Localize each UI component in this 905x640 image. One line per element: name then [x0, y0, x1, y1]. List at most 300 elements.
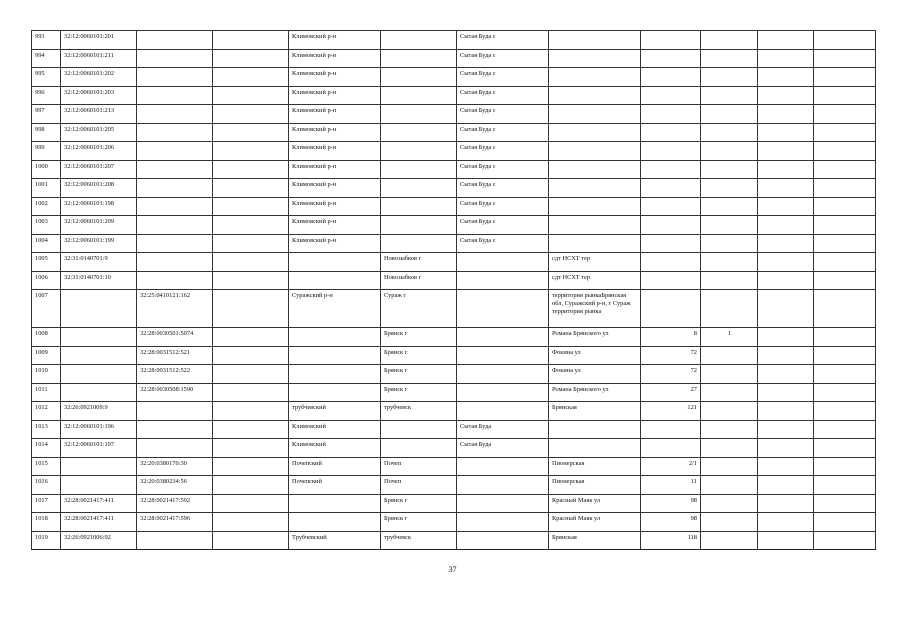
table-cell-c4: Климовский р-н	[289, 179, 381, 198]
table-row	[32, 179, 876, 198]
table-cell-c3	[213, 494, 289, 513]
table-cell-c5: Почеп	[381, 476, 457, 495]
table-row	[32, 123, 876, 142]
table-cell-empty	[814, 68, 876, 87]
table-cell-c6: Сытая Буда с	[457, 86, 549, 105]
table-cell-c8	[641, 439, 701, 458]
table-cell-c1	[61, 476, 137, 495]
table-cell-empty	[814, 494, 876, 513]
table-cell-c3	[213, 31, 289, 50]
table-cell-c6: Сытая Буда с	[457, 142, 549, 161]
table-cell-c6: Сытая Буда	[457, 439, 549, 458]
table-cell-c7	[549, 197, 641, 216]
table-cell-empty	[758, 234, 814, 253]
table-cell-c2: 32:28:0031512:522	[137, 365, 213, 384]
table-cell-c9	[701, 383, 758, 402]
table-cell-c3	[213, 253, 289, 272]
table-cell-c6: Сытая Буда с	[457, 216, 549, 235]
table-cell-n: 1007	[32, 290, 61, 328]
table-cell-empty	[814, 49, 876, 68]
table-row	[32, 328, 876, 347]
table-cell-c7: территория рынкаБрянская обл, Суражский р-н, г Сураж территория рынка	[549, 290, 641, 328]
table-cell-c6	[457, 253, 549, 272]
table-cell-c4	[289, 365, 381, 384]
table-cell-empty	[814, 476, 876, 495]
table-cell-c2	[137, 234, 213, 253]
table-cell-c3	[213, 271, 289, 290]
table-cell-c4: Почепский	[289, 476, 381, 495]
table-cell-empty	[814, 179, 876, 198]
table-cell-c4: Климовский	[289, 439, 381, 458]
table-cell-empty	[814, 31, 876, 50]
table-cell-c1: 32:12:0060101:205	[61, 123, 137, 142]
table-cell-c1	[61, 328, 137, 347]
table-cell-c8	[641, 123, 701, 142]
table-cell-c8	[641, 49, 701, 68]
table-cell-n: 1002	[32, 197, 61, 216]
table-cell-c1	[61, 346, 137, 365]
table-cell-c4	[289, 346, 381, 365]
table-cell-c5: Новозыбков г	[381, 253, 457, 272]
table-cell-empty	[758, 49, 814, 68]
table-cell-empty	[814, 439, 876, 458]
table-cell-c7	[549, 179, 641, 198]
table-cell-c7: Романа Брянского ул	[549, 328, 641, 347]
table-cell-c1: 32:28:0021417:411	[61, 513, 137, 532]
table-row	[32, 86, 876, 105]
table-cell-c7: Красный Маяк ул	[549, 494, 641, 513]
table-cell-c7	[549, 68, 641, 87]
table-cell-c4	[289, 513, 381, 532]
table-cell-c6: Сытая Буда с	[457, 105, 549, 124]
table-cell-c2	[137, 142, 213, 161]
table-cell-c3	[213, 383, 289, 402]
table-cell-c2: 32:20:0380234:56	[137, 476, 213, 495]
table-cell-c2	[137, 531, 213, 550]
table-cell-c8	[641, 234, 701, 253]
table-cell-c1: 32:31:0140701:10	[61, 271, 137, 290]
table-cell-c3	[213, 476, 289, 495]
table-cell-c1: 32:12:0060101:208	[61, 179, 137, 198]
table-cell-c4: Климовский р-н	[289, 216, 381, 235]
table-cell-c6	[457, 531, 549, 550]
table-cell-n: 1012	[32, 402, 61, 421]
table-cell-c9	[701, 68, 758, 87]
table-cell-c5: трубчевск	[381, 402, 457, 421]
table-cell-c4: Климовский р-н	[289, 31, 381, 50]
table-cell-c1	[61, 457, 137, 476]
table-cell-c8	[641, 142, 701, 161]
table-cell-c2	[137, 160, 213, 179]
table-cell-c1	[61, 365, 137, 384]
table-cell-c8	[641, 179, 701, 198]
table-cell-c3	[213, 160, 289, 179]
table-cell-c9	[701, 105, 758, 124]
table-cell-n: 1005	[32, 253, 61, 272]
table-cell-c6: Сытая Буда с	[457, 160, 549, 179]
table-row	[32, 49, 876, 68]
table-cell-empty	[814, 328, 876, 347]
table-cell-c2	[137, 216, 213, 235]
table-cell-c5: Брянск г	[381, 513, 457, 532]
table-cell-c1: 32:12:0060101:209	[61, 216, 137, 235]
table-cell-c2	[137, 271, 213, 290]
table-cell-empty	[814, 160, 876, 179]
table-cell-c7	[549, 160, 641, 179]
table-cell-c3	[213, 86, 289, 105]
table-cell-c2: 32:28:0021417:596	[137, 513, 213, 532]
table-cell-c8	[641, 197, 701, 216]
table-cell-n: 1010	[32, 365, 61, 384]
table-cell-n: 998	[32, 123, 61, 142]
table-cell-c7	[549, 31, 641, 50]
table-cell-n: 1003	[32, 216, 61, 235]
table-cell-c1	[61, 290, 137, 328]
table-row	[32, 290, 876, 328]
table-cell-c4: Климовский р-н	[289, 68, 381, 87]
table-cell-c6	[457, 346, 549, 365]
table-cell-c8	[641, 86, 701, 105]
table-cell-c7: Романа Брянского ул	[549, 383, 641, 402]
table-cell-c4: Климовский р-н	[289, 160, 381, 179]
table-cell-c9	[701, 346, 758, 365]
table-cell-c9	[701, 290, 758, 328]
table-cell-c8: 98	[641, 494, 701, 513]
table-cell-c4	[289, 383, 381, 402]
table-cell-c7	[549, 123, 641, 142]
table-cell-empty	[758, 271, 814, 290]
table-cell-c9	[701, 457, 758, 476]
table-cell-c9	[701, 253, 758, 272]
table-cell-c9	[701, 271, 758, 290]
table-cell-c5	[381, 123, 457, 142]
page-number: 37	[448, 565, 457, 574]
table-cell-c4: Суражский р-н	[289, 290, 381, 328]
table-cell-empty	[758, 346, 814, 365]
table-cell-c3	[213, 49, 289, 68]
table-cell-c5	[381, 197, 457, 216]
table-cell-c2	[137, 31, 213, 50]
table-cell-empty	[814, 457, 876, 476]
table-cell-c9	[701, 142, 758, 161]
table-cell-n: 993	[32, 31, 61, 50]
table-cell-c7	[549, 105, 641, 124]
table-cell-c7: Красный Маяк ул	[549, 513, 641, 532]
table-cell-c6	[457, 383, 549, 402]
table-cell-c1: 32:12:0060101:199	[61, 234, 137, 253]
table-cell-c3	[213, 365, 289, 384]
table-cell-c6: Сытая Буда	[457, 420, 549, 439]
table-cell-empty	[758, 365, 814, 384]
table-cell-empty	[814, 253, 876, 272]
table-cell-c9	[701, 531, 758, 550]
table-cell-c3	[213, 346, 289, 365]
table-cell-c1: 32:31:0140701:9	[61, 253, 137, 272]
table-cell-c6	[457, 365, 549, 384]
table-cell-c7	[549, 234, 641, 253]
table-cell-c4	[289, 494, 381, 513]
table-cell-c6	[457, 476, 549, 495]
table-cell-c4: Климовский	[289, 420, 381, 439]
table-cell-c9	[701, 31, 758, 50]
table-cell-c4: Трубчевский	[289, 531, 381, 550]
table-cell-empty	[758, 328, 814, 347]
table-cell-empty	[758, 439, 814, 458]
table-cell-c6: Сытая Буда с	[457, 31, 549, 50]
table-cell-c9	[701, 365, 758, 384]
table-cell-c3	[213, 142, 289, 161]
table-cell-empty	[758, 457, 814, 476]
table-cell-c2	[137, 123, 213, 142]
table-cell-c1: 32:12:0060101:202	[61, 68, 137, 87]
table-cell-empty	[814, 513, 876, 532]
table-cell-empty	[758, 531, 814, 550]
table-cell-n: 1008	[32, 328, 61, 347]
table-cell-c8: 118	[641, 531, 701, 550]
table-cell-c5: Брянск г	[381, 494, 457, 513]
table-cell-empty	[814, 142, 876, 161]
table-cell-empty	[814, 86, 876, 105]
table-row	[32, 253, 876, 272]
table-cell-c8	[641, 68, 701, 87]
table-cell-c2: 32:28:0031512:521	[137, 346, 213, 365]
table-cell-c5	[381, 68, 457, 87]
table-cell-n: 1001	[32, 179, 61, 198]
table-cell-c1: 32:12:0060101:211	[61, 49, 137, 68]
table-cell-empty	[758, 160, 814, 179]
table-cell-c4: Климовский р-н	[289, 234, 381, 253]
table-cell-c2: 32:28:0021417:592	[137, 494, 213, 513]
table-cell-c9	[701, 216, 758, 235]
table-cell-c2: 32:28:0030508:1590	[137, 383, 213, 402]
table-cell-c8	[641, 105, 701, 124]
table-cell-c9	[701, 179, 758, 198]
table-cell-empty	[758, 494, 814, 513]
table-cell-c4	[289, 328, 381, 347]
table-cell-n: 1019	[32, 531, 61, 550]
table-row	[32, 216, 876, 235]
table-cell-c5: Брянск г	[381, 328, 457, 347]
table-cell-c7: Фокина ул	[549, 365, 641, 384]
table-cell-c9	[701, 49, 758, 68]
table-cell-empty	[758, 142, 814, 161]
table-cell-c5	[381, 234, 457, 253]
table-cell-n: 1015	[32, 457, 61, 476]
table-cell-c7: сдт НСХТ тер	[549, 253, 641, 272]
table-cell-c2	[137, 68, 213, 87]
table-cell-c7	[549, 86, 641, 105]
table-cell-c3	[213, 290, 289, 328]
table-cell-c6	[457, 494, 549, 513]
table-cell-empty	[758, 86, 814, 105]
table-row	[32, 142, 876, 161]
table-cell-c9	[701, 160, 758, 179]
table-cell-c1: 32:12:0060101:196	[61, 420, 137, 439]
table-cell-c3	[213, 439, 289, 458]
table-cell-n: 1009	[32, 346, 61, 365]
table-row	[32, 439, 876, 458]
table-cell-n: 1013	[32, 420, 61, 439]
table-cell-c6: Сытая Буда с	[457, 49, 549, 68]
table-cell-c8	[641, 290, 701, 328]
table-row	[32, 365, 876, 384]
table-cell-c3	[213, 216, 289, 235]
table-cell-c9	[701, 494, 758, 513]
table-row	[32, 402, 876, 421]
table-cell-c3	[213, 123, 289, 142]
table-cell-c6	[457, 457, 549, 476]
table-cell-c5	[381, 179, 457, 198]
table-cell-n: 1011	[32, 383, 61, 402]
table-cell-c5: Брянск г	[381, 383, 457, 402]
table-cell-c8	[641, 420, 701, 439]
table-cell-empty	[814, 216, 876, 235]
table-cell-c7: Пионерская	[549, 457, 641, 476]
table-cell-c1: 32:12:0060101:203	[61, 86, 137, 105]
table-cell-c2	[137, 197, 213, 216]
table-cell-c5	[381, 160, 457, 179]
table-cell-c8: 72	[641, 346, 701, 365]
table-cell-c6	[457, 328, 549, 347]
table-cell-c4: Климовский р-н	[289, 197, 381, 216]
table-row	[32, 383, 876, 402]
table-cell-empty	[814, 290, 876, 328]
table-cell-c7: Брянская	[549, 402, 641, 421]
table-cell-empty	[814, 365, 876, 384]
table-row	[32, 271, 876, 290]
table-cell-c1: 32:26:0921006:92	[61, 531, 137, 550]
table-cell-c1: 32:12:0060101:198	[61, 197, 137, 216]
table-cell-c2	[137, 439, 213, 458]
table-row	[32, 234, 876, 253]
table-row	[32, 346, 876, 365]
table-cell-c5	[381, 216, 457, 235]
table-cell-c8	[641, 271, 701, 290]
table-cell-c5	[381, 420, 457, 439]
table-cell-c9	[701, 420, 758, 439]
table-cell-empty	[758, 513, 814, 532]
table-cell-c3	[213, 420, 289, 439]
table-cell-c5	[381, 142, 457, 161]
table-cell-c1: 32:12:0060101:213	[61, 105, 137, 124]
table-cell-c2	[137, 49, 213, 68]
table-cell-c3	[213, 328, 289, 347]
table-cell-c8: 72	[641, 365, 701, 384]
table-cell-n: 999	[32, 142, 61, 161]
table-cell-n: 1017	[32, 494, 61, 513]
table-cell-c8: 121	[641, 402, 701, 421]
table-cell-c4: Климовский р-н	[289, 142, 381, 161]
table-row	[32, 31, 876, 50]
table-cell-n: 1016	[32, 476, 61, 495]
table-cell-c9	[701, 197, 758, 216]
table-cell-c3	[213, 68, 289, 87]
table-cell-c6	[457, 271, 549, 290]
table-cell-c5	[381, 31, 457, 50]
table-row	[32, 197, 876, 216]
table-cell-empty	[758, 197, 814, 216]
table-cell-c7: Брянская	[549, 531, 641, 550]
table-cell-n: 1004	[32, 234, 61, 253]
table-cell-c7	[549, 216, 641, 235]
table-cell-c2	[137, 420, 213, 439]
table-cell-empty	[758, 402, 814, 421]
table-row	[32, 420, 876, 439]
table-cell-n: 997	[32, 105, 61, 124]
table-cell-c2: 32:28:0030501:5074	[137, 328, 213, 347]
table-cell-c6	[457, 290, 549, 328]
table-cell-c5: Брянск г	[381, 346, 457, 365]
table-cell-c6: Сытая Буда с	[457, 197, 549, 216]
table-row	[32, 457, 876, 476]
table-cell-c4: Климовский р-н	[289, 86, 381, 105]
table-row	[32, 494, 876, 513]
table-cell-empty	[814, 402, 876, 421]
table-cell-c3	[213, 402, 289, 421]
table-cell-c2	[137, 179, 213, 198]
table-cell-c8: 8	[641, 328, 701, 347]
table-cell-c3	[213, 457, 289, 476]
table-cell-c2: 32:20:0380170:30	[137, 457, 213, 476]
table-cell-c9	[701, 513, 758, 532]
table-body	[32, 31, 876, 550]
table-cell-empty	[814, 420, 876, 439]
table-cell-c9	[701, 476, 758, 495]
table-cell-c5	[381, 439, 457, 458]
table-cell-c1	[61, 383, 137, 402]
table-cell-c4: Климовский р-н	[289, 105, 381, 124]
table-cell-empty	[758, 290, 814, 328]
table-cell-c5: трубчевск	[381, 531, 457, 550]
table-cell-c3	[213, 105, 289, 124]
table-cell-n: 1006	[32, 271, 61, 290]
table-cell-c1: 32:12:0060101:201	[61, 31, 137, 50]
table-cell-empty	[814, 531, 876, 550]
table-cell-c2: 32:25:0410121:162	[137, 290, 213, 328]
table-cell-c5: Почеп	[381, 457, 457, 476]
table-cell-c5: Сураж г	[381, 290, 457, 328]
table-cell-c8: 27	[641, 383, 701, 402]
table-cell-empty	[814, 123, 876, 142]
table-cell-c2	[137, 402, 213, 421]
table-row	[32, 531, 876, 550]
table-cell-n: 996	[32, 86, 61, 105]
table-row	[32, 476, 876, 495]
table-cell-c3	[213, 179, 289, 198]
table-cell-c1: 32:12:0060101:206	[61, 142, 137, 161]
table-cell-c4: трубчевский	[289, 402, 381, 421]
table-row	[32, 105, 876, 124]
table-cell-c5	[381, 86, 457, 105]
table-cell-c1: 32:12:0060101:197	[61, 439, 137, 458]
table-cell-c6: Сытая Буда с	[457, 234, 549, 253]
table-row	[32, 160, 876, 179]
table-cell-empty	[814, 346, 876, 365]
table-cell-n: 1000	[32, 160, 61, 179]
table-cell-c7: Пионерская	[549, 476, 641, 495]
table-cell-empty	[814, 234, 876, 253]
table-cell-c4: Почепский	[289, 457, 381, 476]
table-cell-c9	[701, 402, 758, 421]
table-cell-c5	[381, 105, 457, 124]
table-cell-c7: Фокина ул	[549, 346, 641, 365]
table-cell-n: 995	[32, 68, 61, 87]
table-cell-empty	[758, 31, 814, 50]
table-cell-n: 1018	[32, 513, 61, 532]
table-cell-c8	[641, 160, 701, 179]
table-cell-empty	[814, 383, 876, 402]
table-cell-c3	[213, 197, 289, 216]
